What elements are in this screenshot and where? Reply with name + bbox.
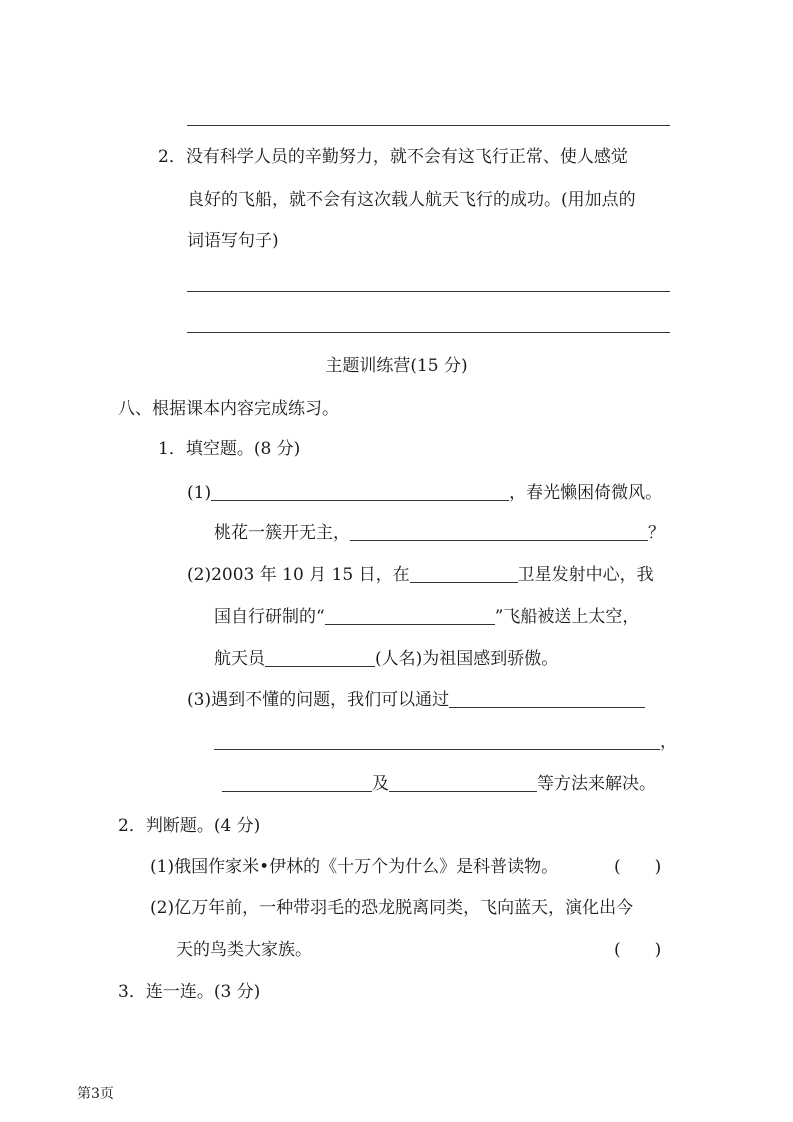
fill-item-1-line2: [214, 522, 665, 544]
fill-item-2-line2-suffix: ”飞船被送上太空，: [494, 607, 640, 627]
answer-line-2[interactable]: [187, 332, 670, 333]
judge-item-2-line1: (2)亿万年前，一种带羽毛的恐龙脱离同类，飞向蓝天，演化出今: [150, 898, 634, 918]
fill-item-3-prefix: (3)遇到不懂的问题，我们可以通过: [187, 690, 450, 710]
q2-text-line3: 词语写句子): [187, 231, 279, 251]
fill-item-1-suffix: ，春光懒困倚微风。: [509, 483, 663, 503]
fill-item-3-line3: [222, 773, 656, 795]
fill-item-3-line2-suffix: ，: [660, 732, 677, 752]
fill-title: 1．填空题。(8 分): [158, 439, 301, 459]
part8-heading: 八、根据课本内容完成练习。: [118, 399, 339, 419]
blank-2c[interactable]: [265, 648, 375, 667]
page-number: 第3页: [77, 1086, 114, 1102]
judge-item-2-line2: 天的鸟类大家族。: [176, 940, 312, 960]
q2-text-line1: 2．没有科学人员的辛勤努力，就不会有这飞行正常、使人感觉: [158, 147, 628, 167]
blank-3c[interactable]: [222, 773, 372, 792]
blank-3b[interactable]: [214, 731, 660, 750]
judge-item-2-paren[interactable]: ( ): [614, 940, 662, 960]
blank-2b[interactable]: [325, 606, 495, 625]
fill-item-2-line3-prefix: 航天员: [214, 649, 265, 669]
blank-3d[interactable]: [389, 773, 537, 792]
fill-item-3-line3-mid: 及: [372, 774, 389, 794]
blank-3a[interactable]: [449, 689, 645, 708]
answer-line-1[interactable]: [187, 291, 670, 292]
fill-item-2-prefix: (2)2003 年 10 月 15 日，在: [187, 565, 410, 585]
fill-item-1-prefix: (1): [187, 483, 212, 503]
fill-item-3-line2: [214, 731, 677, 753]
judge-item-1-paren[interactable]: ( ): [614, 857, 662, 877]
fill-item-2-line3-suffix: (人名)为祖国感到骄傲。: [375, 649, 559, 669]
fill-item-3-line3-suffix: 等方法来解决。: [537, 774, 656, 794]
answer-line-top[interactable]: [187, 125, 670, 126]
fill-item-1-line2-suffix: ？: [648, 523, 665, 543]
section-title: 主题训练营(15 分): [325, 356, 468, 376]
blank-2a[interactable]: [410, 564, 518, 583]
judge-item-1: (1)俄国作家米•伊林的《十万个为什么》是科普读物。: [150, 857, 559, 877]
blank-1b[interactable]: [350, 522, 648, 541]
blank-1a[interactable]: [211, 482, 509, 501]
fill-item-1: [187, 482, 662, 504]
fill-item-2-line2: [214, 606, 639, 628]
fill-item-2: [187, 564, 654, 586]
match-title: 3．连一连。(3 分): [118, 982, 261, 1002]
fill-item-2-line2-prefix: 国自行研制的“: [214, 607, 325, 627]
fill-item-2-line3: [214, 648, 558, 670]
fill-item-3: [187, 689, 645, 711]
judge-title: 2．判断题。(4 分): [118, 816, 261, 836]
q2-text-line2: 良好的飞船，就不会有这次载人航天飞行的成功。(用加点的: [187, 190, 636, 210]
fill-item-1-line2-prefix: 桃花一簇开无主，: [214, 523, 350, 543]
fill-item-2-suffix: 卫星发射中心，我: [517, 565, 654, 585]
